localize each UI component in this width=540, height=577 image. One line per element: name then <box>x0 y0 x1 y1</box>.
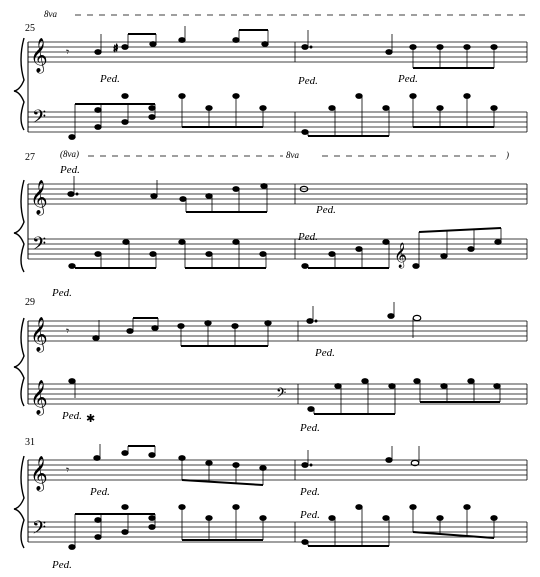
bass-staff <box>28 522 527 542</box>
system-1 <box>14 9 530 139</box>
notes <box>95 26 268 55</box>
measure-number: 31 <box>25 437 35 448</box>
notes <box>94 444 419 485</box>
bass-clef-icon: 𝄢 <box>32 107 47 132</box>
measure-number: 27 <box>25 152 35 163</box>
pedal-release-icon: ✱ <box>86 412 96 425</box>
pedal-mark: Ped. <box>90 486 110 498</box>
treble-staff <box>28 42 527 62</box>
pedal-mark: Ped. <box>300 486 320 498</box>
ottava-mark: (8va) <box>60 149 79 159</box>
pedal-mark: Ped. <box>298 75 318 87</box>
eighth-rest-icon: 𝄾 <box>66 324 70 338</box>
svg-text:♯: ♯ <box>113 42 119 55</box>
bass-clef-icon: 𝄢 <box>32 518 47 543</box>
ottava-mark: 8va <box>44 9 57 19</box>
pedal-mark: Ped. <box>100 73 120 85</box>
notes <box>69 94 266 140</box>
notes <box>413 228 501 268</box>
brace <box>14 456 24 548</box>
bass-staff <box>28 239 527 259</box>
treble-clef-icon: 𝄞 <box>30 380 48 415</box>
pedal-mark: Ped. <box>300 509 320 521</box>
system-3 <box>14 297 527 434</box>
system-2 <box>14 149 527 299</box>
pedal-mark: Ped. <box>52 559 72 571</box>
system-4 <box>14 437 527 571</box>
pedal-mark: Ped. <box>62 410 82 422</box>
pedal-mark: Ped. <box>298 231 318 243</box>
eighth-rest-icon: 𝄾 <box>66 463 70 477</box>
measure-number: 25 <box>25 23 35 34</box>
notes <box>302 94 497 136</box>
ottava-mark: 8va <box>286 150 299 160</box>
brace <box>14 38 24 130</box>
bass-staff <box>28 112 527 132</box>
notes <box>93 302 421 346</box>
brace <box>14 180 24 272</box>
pedal-mark: Ped. <box>60 164 80 176</box>
bass-clef-icon: 𝄢 <box>32 234 47 259</box>
treble-clef-icon: 𝄞 <box>30 317 48 352</box>
treble-clef-icon: 𝄞 <box>394 243 408 268</box>
eighth-rest-icon: 𝄾 <box>66 45 70 59</box>
pedal-mark: Ped. <box>398 73 418 85</box>
pedal-mark: Ped. <box>300 422 320 434</box>
pedal-mark: Ped. <box>52 287 72 299</box>
treble-staff <box>28 184 527 204</box>
bass-clef-icon: 𝄢 <box>276 385 287 404</box>
treble-clef-icon: 𝄞 <box>30 456 48 491</box>
ottava-end-mark: ) <box>506 150 509 160</box>
treble-clef-icon: 𝄞 <box>30 180 48 215</box>
measure-number: 29 <box>25 297 35 308</box>
treble-staff <box>28 460 527 480</box>
pedal-mark: Ped. <box>316 204 336 216</box>
pedal-mark: Ped. <box>315 347 335 359</box>
treble-clef-icon: 𝄞 <box>30 38 48 73</box>
brace <box>14 318 24 406</box>
treble-staff <box>28 321 527 341</box>
